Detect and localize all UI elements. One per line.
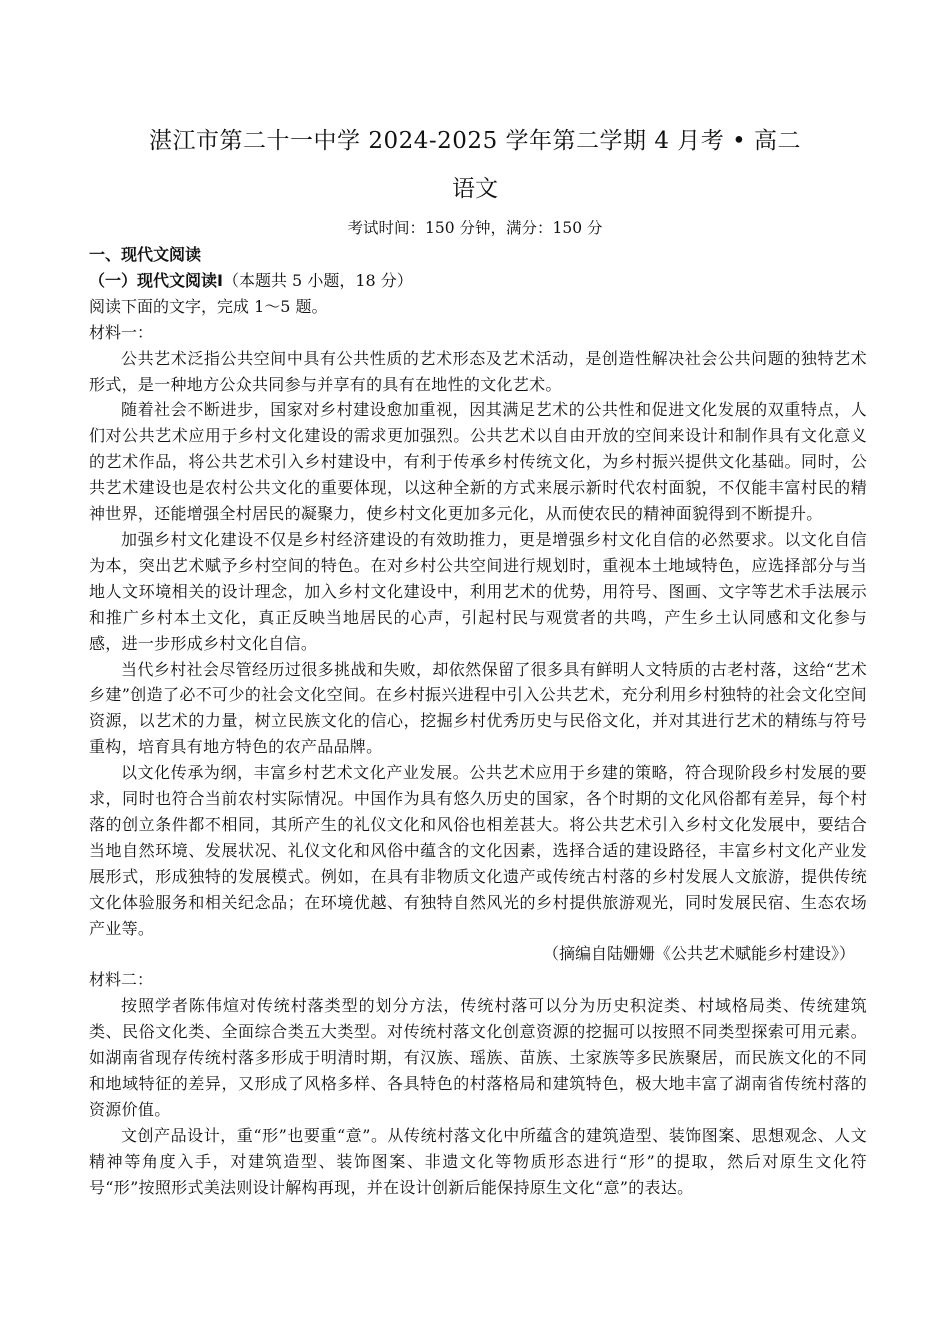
material-1-paragraph: 当代乡村社会尽管经历过很多挑战和失败，却依然保留了很多具有鲜明人文特质的古老村落，这给“艺术乡建”创造了必不可少的社会文化空间。在乡村振兴进程中引入公共艺术，充分利用乡村独特的社会文化空间资源，以艺术的力量，树立民族文化的信心，挖掘乡村优秀历史与民俗文化，并对其进行艺术的精练与符号重构，培育具有地方特色的农产品品牌。 <box>89 659 867 757</box>
reading-content <box>89 242 867 1201</box>
exam-info: 考试时间：150 分钟，满分：150 分 <box>347 219 603 237</box>
material-1-paragraph: 随着社会不断进步，国家对乡村建设愈加重视，因其满足艺术的公共性和促进文化发展的双重特点，人们对公共艺术应用于乡村文化建设的需求更加强烈。公共艺术以自由开放的空间来设计和制作具有文化意义的艺术作品，将公共艺术引入乡村建设中，有利于传承乡村传统文化，为乡村振兴提供文化基础。同时，公共艺术建设也是农村公共文化的重要体现，以这种全新的方式来展示新时代农村面貌，不仅能丰富村民的精神世界，还能增强全村居民的凝聚力，使乡村文化更加多元化，从而使农民的精神面貌得到不断提升。 <box>89 400 867 524</box>
sub-heading-score: （本题共 5 小题，18 分） <box>222 270 413 290</box>
subject-title: 语文 <box>452 176 498 202</box>
material-1-paragraph: 以文化传承为纲，丰富乡村艺术文化产业发展。公共艺术应用于乡建的策略，符合现阶段乡村发展的要求，同时也符合当前农村实际情况。中国作为具有悠久历史的国家，各个时期的文化风俗都有差异，每个村落的创立条件都不相同，其所产生的礼仪文化和风俗也相差甚大。将公共艺术引入乡村文化发展中，要结合当地自然环境、发展状况、礼仪文化和风俗中蕴含的文化因素，选择合适的建设路径，丰富乡村文化产业发展形式，形成独特的发展模式。例如，在具有非物质文化遗产或传统古村落的乡村发展人文旅游，提供传统文化体验服务和相关纪念品；在环境优越、有独特自然风光的乡村提供旅游观光，同时发展民宿、生态农场产业等。 <box>89 763 867 938</box>
sub-heading <box>89 268 867 294</box>
material-1-paragraph: 公共艺术泛指公共空间中具有公共性质的艺术形态及艺术活动，是创造性解决社会公共问题的独特艺术形式，是一种地方公众共同参与并享有的具有在地性的文化艺术。 <box>89 348 867 394</box>
sub-heading-title: （一）现代文阅读Ⅰ <box>89 270 223 290</box>
material-1-label: 材料一： <box>89 322 154 342</box>
section-heading: 一、现代文阅读 <box>89 245 202 264</box>
exam-title: 湛江市第二十一中学 2024-2025 学年第二学期 4 月考 • 高二 <box>149 128 801 154</box>
material-2-label: 材料二： <box>89 970 154 990</box>
instruction: 阅读下面的文字，完成 1～5 题。 <box>89 296 328 316</box>
material-2-paragraph: 按照学者陈伟煊对传统村落类型的划分方法，传统村落可以分为历史积淀类、村域格局类、传统建筑类、民俗文化类、全面综合类五大类型。对传统村落文化创意资源的挖掘可以按照不同类型探索可用元素。如湖南省现存传统村落多形成于明清时期，有汉族、瑶族、苗族、土家族等多民族聚居，而民族文化的不同和地域特征的差异，又形成了风格多样、各具特色的村落格局和建筑特色，极大地丰富了湖南省传统村落的资源价值。 <box>89 996 867 1119</box>
material-2-paragraph: 文创产品设计，重“形”也要重“意”。从传统村落文化中所蕴含的建筑造型、装饰图案、思想观念、人文精神等角度入手，对建筑造型、装饰图案、非遗文化等物质形态进行“形”的提取，然后对原生文化符号“形”按照形式美法则设计解构再现，并在设计创新后能保持原生文化“意”的表达。 <box>89 1125 867 1197</box>
material-1-paragraph: 加强乡村文化建设不仅是乡村经济建设的有效助推力，更是增强乡村文化自信的必然要求。以文化自信为本，突出艺术赋予乡村空间的特色。在对乡村公共空间进行规划时，重视本土地域特色，应选择部分与当地人文环境相关的设计理念，加入乡村文化建设中，利用艺术的优势，用符号、图画、文字等艺术手法展示和推广乡村本土文化，真正反映当地居民的心声，引起村民与观赏者的共鸣，产生乡土认同感和文化参与感，进一步形成乡村文化自信。 <box>89 529 867 653</box>
material-1-source: （摘编自陆姗姗《公共艺术赋能乡村建设》） <box>542 944 855 964</box>
